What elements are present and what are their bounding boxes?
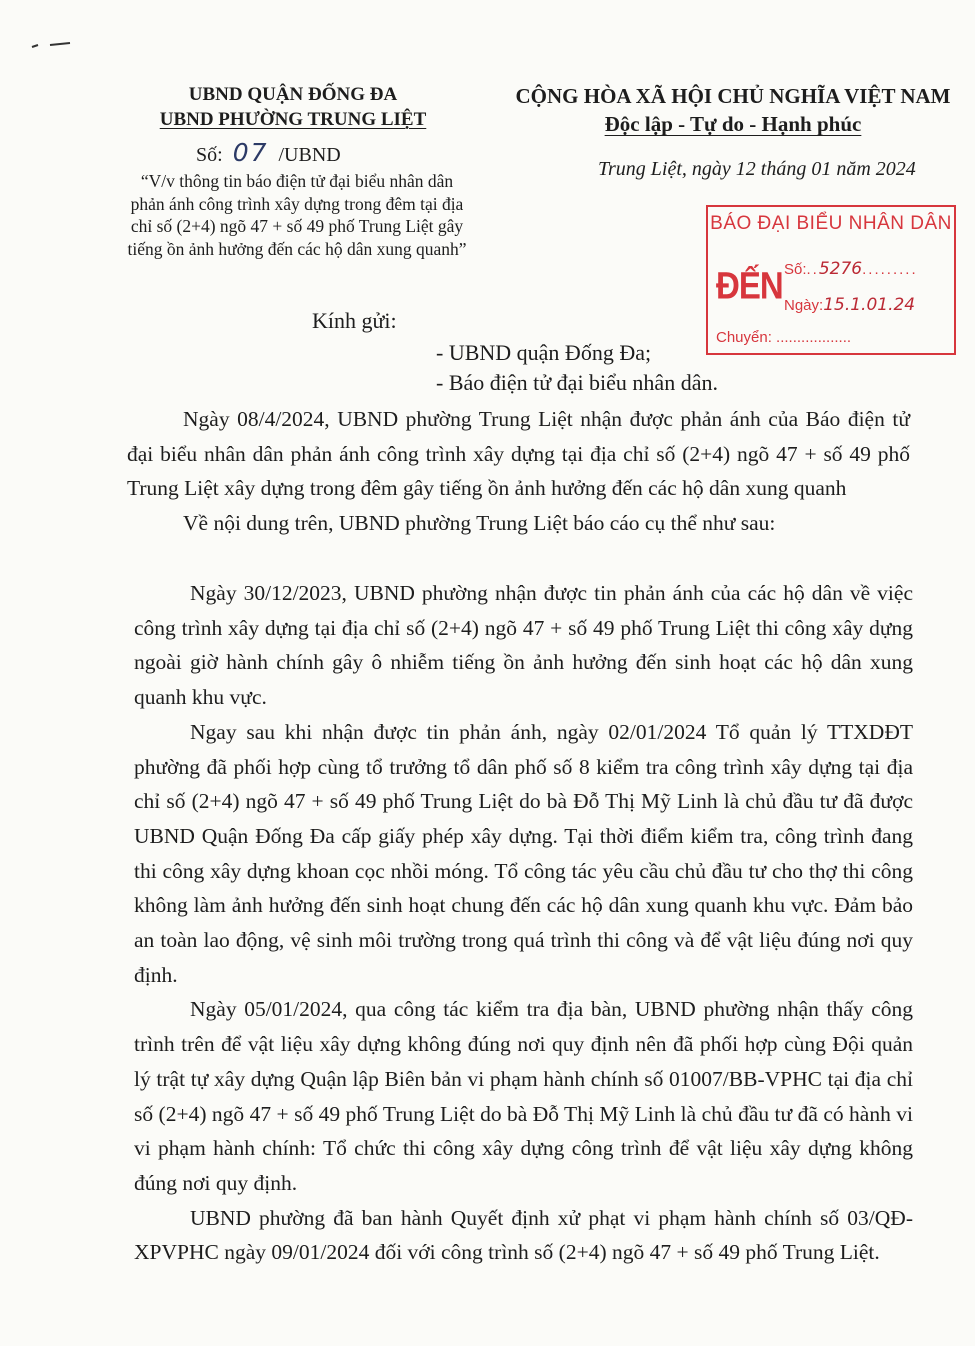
authority-district: UBND QUẬN ĐỐNG ĐA: [188, 84, 398, 105]
stamp-title: BÁO ĐẠI BIỂU NHÂN DÂN: [710, 213, 952, 234]
paragraph-report-lead: Về nội dung trên, UBND phường Trung Liệt báo cáo cụ thể như sau:: [183, 511, 776, 536]
stamp-date-row: [784, 295, 946, 315]
motto: Độc lập - Tự do - Hạnh phúc: [604, 112, 862, 136]
paragraph-2: Ngay sau khi nhận được tin phản ánh, ngày 02/01/2024 Tổ quản lý TTXDĐT phường đã phối hợp cùng tổ trưởng tổ dân phố số 8 kiểm tra công trình xây dựng tại địa chỉ số (2+4) ngõ 47 + số 49 phố Trung Liệt do bà Đỗ Thị Mỹ Linh là chủ đầu tư đã được UBND Quận Đống Đa cấp giấy phép xây dựng. Tại thời điểm kiểm tra, công trình đang thi công xây dựng khoan cọc nhồi móng. Tổ công tác yêu cầu chủ đầu tư cho thợ thi công không làm ảnh hưởng đến sinh hoạt chung đến các hộ dân xung quanh khu vực. Đảm bảo an toàn lao động, vệ sinh môi trường trong quá trình thi công và để vật liệu đúng nơi quy định.: [134, 719, 913, 987]
national-motto: [498, 82, 968, 138]
stamp-den: ĐẾN: [716, 264, 783, 307]
stamp-number-label: Số:: [784, 261, 807, 278]
stamp-number-value: 5276: [818, 259, 863, 279]
document-number: [196, 138, 341, 167]
country-name: CỘNG HÒA XÃ HỘI CHỦ NGHĨA VIỆT NAM: [515, 84, 951, 108]
body-intro: [127, 402, 910, 541]
body-main: [134, 576, 913, 1270]
stamp-date-label: Ngày:: [784, 297, 824, 314]
paragraph-4: UBND phường đã ban hành Quyết định xử phạt vi phạm hành chính số 03/QĐ-XPVPHC ngày 09/01/2024 đối với công trình số (2+4) ngõ 47 + số 49 phố Trung Liệt.: [134, 1205, 913, 1265]
issuing-authority: [118, 82, 468, 132]
recipient-1: - UBND quận Đống Đa;: [436, 340, 652, 365]
paragraph-1: Ngày 30/12/2023, UBND phường nhận được tin phản ánh của các hộ dân về việc công trình xây dựng tại địa chỉ số (2+4) ngõ 47 + số 49 phố Trung Liệt thi công xây dựng ngoài giờ hành chính gây ô nhiễm tiếng ồn ảnh hưởng đến sinh hoạt các hộ dân xung quanh khu vực.: [134, 581, 913, 710]
greeting: Kính gửi:: [312, 308, 397, 333]
stamp-transfer-row: Chuyển: ..................: [716, 329, 852, 346]
pen-mark: [30, 42, 76, 48]
paragraph-3: Ngày 05/01/2024, qua công tác kiểm tra địa bàn, UBND phường nhận thấy công trình trên để vật liệu xây dựng không đúng nơi quy định nên đã phối hợp cùng Đội quản lý trật tự xây dựng Quận lập Biên bản vi phạm hành chính số 01007/BB-VPHC tại địa chỉ số (2+4) ngõ 47 + số 49 phố Trung Liệt do bà Đỗ Thị Mỹ Linh là chủ đầu tư đã có hành vi vi phạm hành chính: Tổ chức thi công xây dựng công trình để vật liệu xây dựng không đúng nơi quy định.: [134, 997, 913, 1195]
paragraph-intro: Ngày 08/4/2024, UBND phường Trung Liệt nhận được phản ánh của Báo điện tử đại biểu nhân dân phản ánh công trình xây dựng tại địa chỉ số (2+4) ngõ 47 + số 49 phố Trung Liệt xây dựng trong đêm gây tiếng ồn ảnh hưởng đến các hộ dân xung quanh: [127, 407, 910, 501]
received-stamp: [706, 205, 956, 355]
stamp-transfer-label: Chuyển:: [716, 329, 772, 346]
stamp-number-row: Số:..5276.........: [784, 259, 918, 279]
doc-number-handwritten: 07: [232, 138, 269, 167]
doc-number-suffix: /UBND: [278, 144, 341, 166]
stamp-date-value: 15.1.01.24: [823, 295, 916, 315]
document-subject: “V/v thông tin báo điện tử đại biểu nhân dân phản ánh công trình xây dựng trong đêm tại địa chỉ số (2+4) ngõ 47 + số 49 phố Trung Liệt gây tiếng ồn ảnh hưởng đến các hộ dân xung quanh”: [127, 171, 467, 259]
authority-ward: UBND PHƯỜNG TRUNG LIỆT: [159, 109, 427, 130]
place-date: Trung Liệt, ngày 12 tháng 01 năm 2024: [598, 158, 916, 180]
recipient-2: - Báo điện tử đại biểu nhân dân.: [436, 370, 718, 395]
doc-number-label: Số:: [196, 144, 223, 166]
